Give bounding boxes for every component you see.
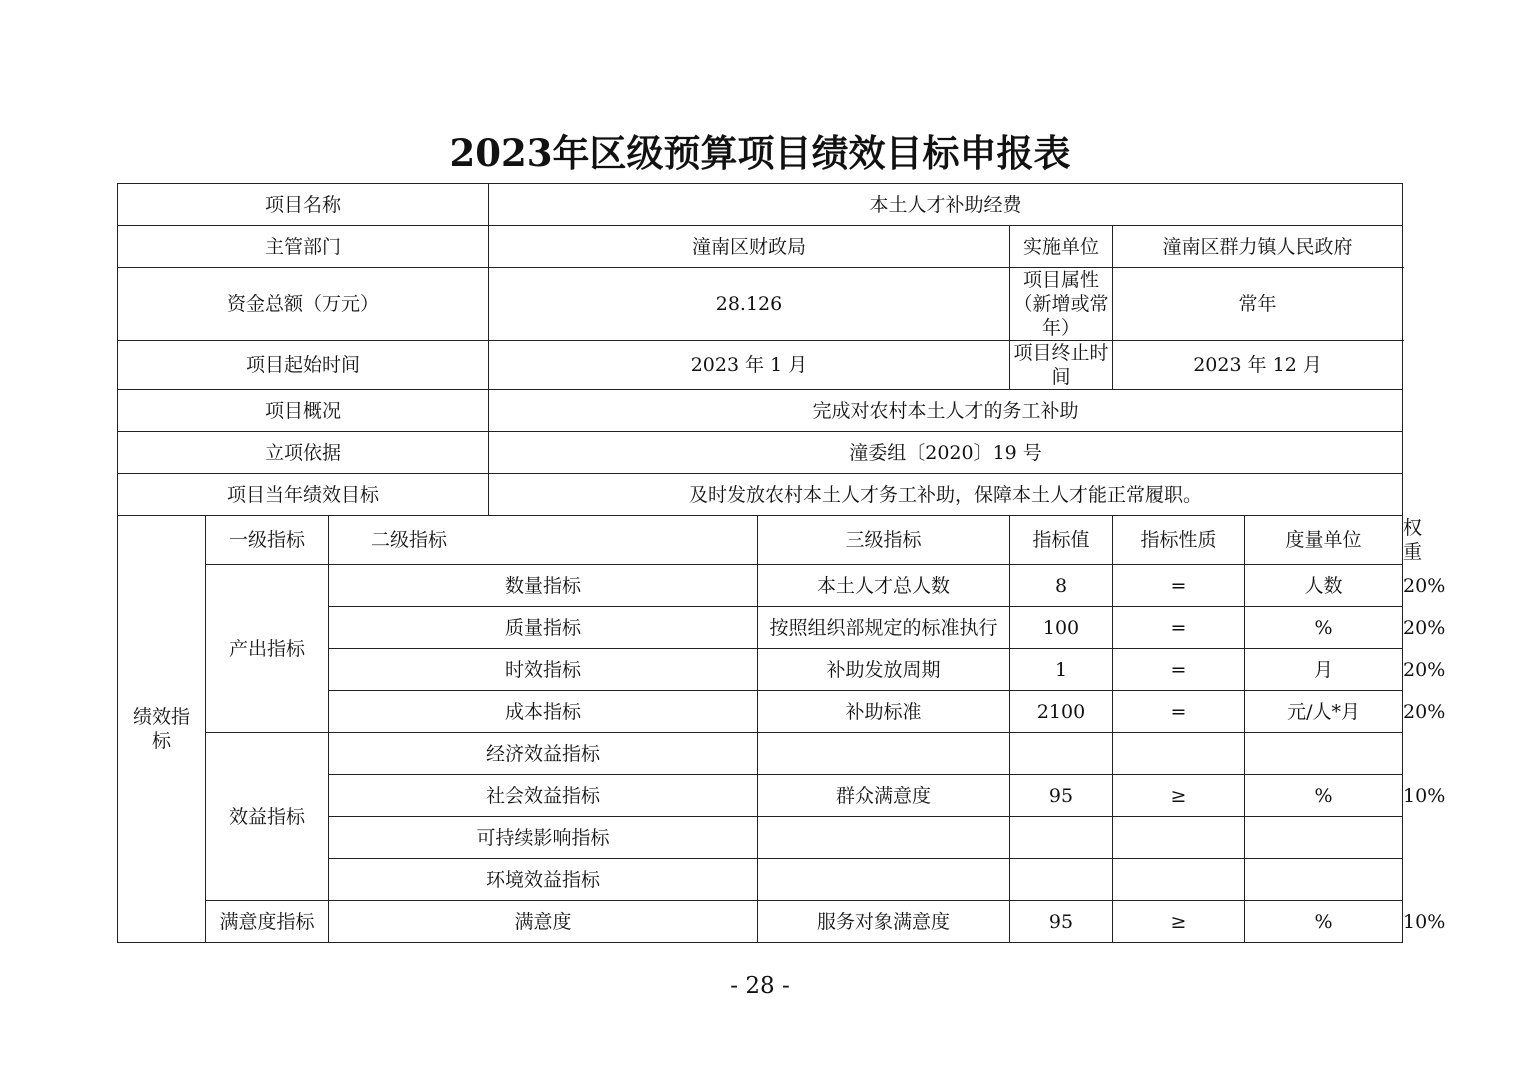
cell-unit: %	[1245, 607, 1403, 649]
cell-l3: 群众满意度	[758, 775, 1010, 817]
header-level1: 一级指标	[206, 516, 329, 565]
table-row: 满意度指标 满意度 服务对象满意度 95 ≥ % 10%	[118, 901, 1403, 943]
value-dept: 潼南区财政局	[489, 226, 1010, 268]
value-overview: 完成对农村本土人才的务工补助	[489, 390, 1403, 432]
cell-l2: 经济效益指标	[329, 733, 758, 775]
label-project-attr: 项目属性（新增或常年）	[1010, 268, 1113, 341]
cell-nature	[1113, 817, 1245, 859]
table-row: 时效指标 补助发放周期 1 = 月 20%	[118, 649, 1403, 691]
cell-l3	[758, 733, 1010, 775]
cell-nature	[1113, 733, 1245, 775]
row-overview	[118, 390, 1403, 432]
cell-l2: 数量指标	[329, 565, 758, 607]
cell-l2: 可持续影响指标	[329, 817, 758, 859]
cell-unit: %	[1245, 901, 1403, 943]
label-dept: 主管部门	[118, 226, 489, 268]
cell-value	[1010, 817, 1113, 859]
table-row: 产出指标 数量指标 本土人才总人数 8 = 人数 20%	[118, 565, 1403, 607]
row-project-name	[118, 184, 1403, 226]
cell-value: 8	[1010, 565, 1113, 607]
cell-l3: 按照组织部规定的标准执行	[758, 607, 1010, 649]
cell-l3: 补助发放周期	[758, 649, 1010, 691]
row-goal	[118, 474, 1403, 516]
cell-value	[1010, 733, 1113, 775]
cell-unit	[1245, 859, 1403, 901]
header-value: 指标值	[1010, 516, 1113, 565]
cell-l3	[758, 859, 1010, 901]
label-end-time: 项目终止时间	[1010, 341, 1113, 390]
label-basis: 立项依据	[118, 432, 489, 474]
value-impl-unit: 潼南区群力镇人民政府	[1113, 226, 1403, 268]
table-row	[118, 733, 1403, 775]
row-period	[118, 341, 1403, 390]
value-project-name: 本土人才补助经费	[489, 184, 1403, 226]
table-row: 质量指标 按照组织部规定的标准执行 100 = % 20%	[118, 607, 1403, 649]
label-impl-unit: 实施单位	[1010, 226, 1113, 268]
label-funds: 资金总额（万元）	[118, 268, 489, 341]
cell-nature: =	[1113, 565, 1245, 607]
indicators-section-text: 绩效指标	[132, 706, 190, 752]
page-number: - 28 -	[730, 973, 790, 999]
row-indicator-headers: 绩效指标 一级指标 二级指标 三级指标 指标值 指标性质 度量单位 权重	[118, 516, 1403, 565]
label-project-name: 项目名称	[118, 184, 489, 226]
cell-l3: 本土人才总人数	[758, 565, 1010, 607]
cell-nature: =	[1113, 691, 1245, 733]
group-satisfaction: 满意度指标	[206, 901, 329, 943]
label-start-time: 项目起始时间	[118, 341, 489, 390]
cell-value: 2100	[1010, 691, 1113, 733]
table-row: 社会效益指标 群众满意度 95 ≥ % 10%	[118, 775, 1403, 817]
performance-target-table	[117, 183, 1446, 943]
cell-value: 100	[1010, 607, 1113, 649]
label-goal: 项目当年绩效目标	[118, 474, 489, 516]
value-funds: 28.126	[489, 268, 1010, 341]
cell-l3	[758, 817, 1010, 859]
cell-unit: 人数	[1245, 565, 1403, 607]
label-indicators-section	[118, 516, 206, 943]
cell-l2: 满意度	[329, 901, 758, 943]
cell-l2: 成本指标	[329, 691, 758, 733]
cell-nature	[1113, 859, 1245, 901]
cell-l3: 补助标准	[758, 691, 1010, 733]
table-row: 成本指标 补助标准 2100 = 元/人*月 20%	[118, 691, 1403, 733]
cell-l2: 社会效益指标	[329, 775, 758, 817]
form-title: 2023年区级预算项目绩效目标申报表	[449, 131, 1071, 175]
value-goal: 及时发放农村本土人才务工补助，保障本土人才能正常履职。	[489, 474, 1403, 516]
cell-nature: =	[1113, 607, 1245, 649]
header-nature: 指标性质	[1113, 516, 1245, 565]
cell-value: 95	[1010, 775, 1113, 817]
cell-value	[1010, 859, 1113, 901]
value-basis: 潼委组〔2020〕19 号	[489, 432, 1403, 474]
header-level2: 二级指标	[329, 516, 758, 565]
group-benefit: 效益指标	[206, 733, 329, 901]
row-funds	[118, 268, 1403, 341]
cell-unit	[1245, 733, 1403, 775]
label-overview: 项目概况	[118, 390, 489, 432]
value-project-attr: 常年	[1113, 268, 1403, 341]
header-unit: 度量单位	[1245, 516, 1403, 565]
value-start-time: 2023 年 1 月	[489, 341, 1010, 390]
cell-l2: 时效指标	[329, 649, 758, 691]
cell-unit	[1245, 817, 1403, 859]
cell-unit: 月	[1245, 649, 1403, 691]
row-basis	[118, 432, 1403, 474]
row-dept	[118, 226, 1403, 268]
value-end-time: 2023 年 12 月	[1113, 341, 1403, 390]
cell-l2: 质量指标	[329, 607, 758, 649]
cell-value: 95	[1010, 901, 1113, 943]
group-output: 产出指标	[206, 565, 329, 733]
cell-unit: %	[1245, 775, 1403, 817]
cell-value: 1	[1010, 649, 1113, 691]
cell-l2: 环境效益指标	[329, 859, 758, 901]
cell-nature: ≥	[1113, 901, 1245, 943]
cell-unit: 元/人*月	[1245, 691, 1403, 733]
header-level3: 三级指标	[758, 516, 1010, 565]
cell-l3: 服务对象满意度	[758, 901, 1010, 943]
cell-nature: =	[1113, 649, 1245, 691]
cell-nature: ≥	[1113, 775, 1245, 817]
